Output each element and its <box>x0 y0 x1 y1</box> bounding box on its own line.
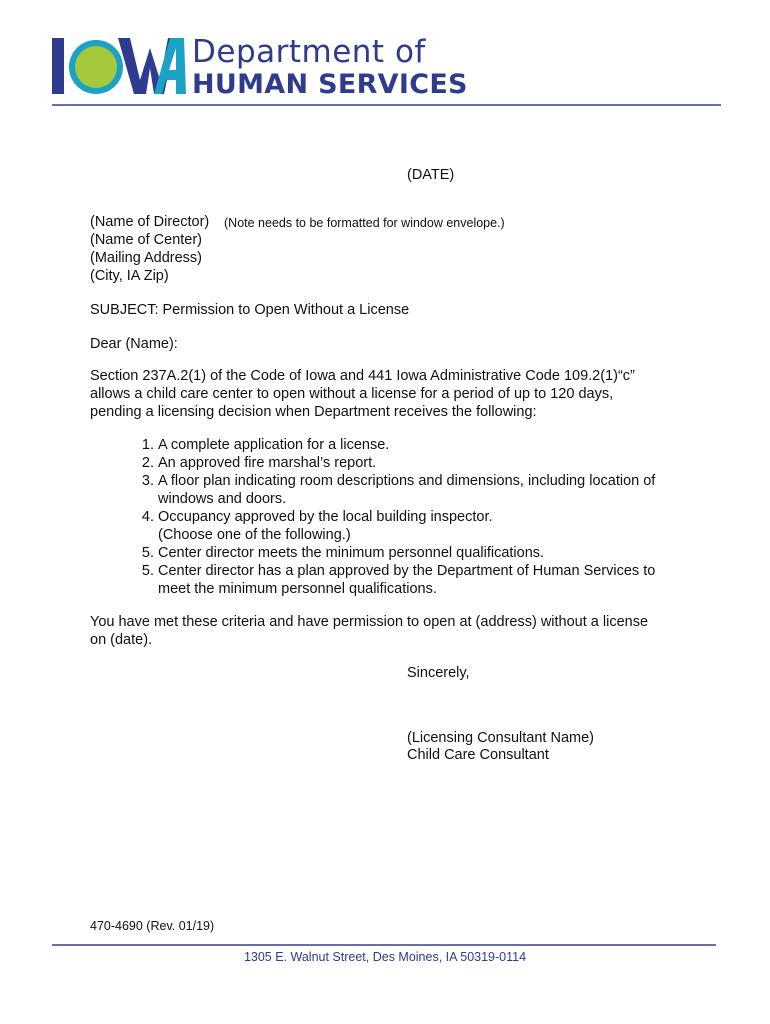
list-text: Center director has a plan approved by the Department of Human Services to <box>158 563 656 579</box>
list-number: 3. <box>141 473 154 489</box>
list-text: windows and doors. <box>158 491 287 507</box>
list-text: A complete application for a license. <box>158 437 390 453</box>
intro-line: allows a child care center to open without a license for a period of up to 120 days, <box>90 386 614 402</box>
signer-title: Child Care Consultant <box>407 747 549 763</box>
footer-address: 1305 E. Walnut Street, Des Moines, IA 50319-0114 <box>243 950 527 964</box>
subject-line: SUBJECT: Permission to Open Without a License <box>90 302 410 318</box>
iowa-logo <box>52 34 186 98</box>
list-text: Center director meets the minimum personnel qualifications. <box>158 545 545 561</box>
list-number: 5. <box>141 563 154 579</box>
department-name-line1: Department of <box>192 34 426 70</box>
department-name-line2: HUMAN SERVICES <box>192 69 468 100</box>
intro-line: Section 237A.2(1) of the Code of Iowa and 441 Iowa Administrative Code 109.2(1)“c” <box>90 368 635 384</box>
letter-date: (DATE) <box>407 167 455 183</box>
list-text: meet the minimum personnel qualifications. <box>158 581 437 597</box>
envelope-note: (Note needs to be formatted for window envelope.) <box>224 216 505 230</box>
director-name: (Name of Director) <box>90 214 210 230</box>
list-number: 1. <box>141 437 154 453</box>
center-name: (Name of Center) <box>90 232 203 248</box>
header-divider <box>52 104 721 106</box>
city-state-zip: (City, IA Zip) <box>90 268 169 284</box>
signer-name: (Licensing Consultant Name) <box>407 730 594 746</box>
list-text: Occupancy approved by the local building inspector. <box>158 509 493 525</box>
closing-line: You have met these criteria and have permission to open at (address) without a license <box>90 614 649 630</box>
list-text: A floor plan indicating room descriptions and dimensions, including location of <box>158 473 656 489</box>
intro-line: pending a licensing decision when Department receives the following: <box>90 404 537 420</box>
list-number: 5. <box>141 545 154 561</box>
mailing-address: (Mailing Address) <box>90 250 203 266</box>
sign-off: Sincerely, <box>407 665 470 681</box>
salutation: Dear (Name): <box>90 336 178 352</box>
list-number: 2. <box>141 455 154 471</box>
list-text: An approved fire marshal’s report. <box>158 455 377 471</box>
closing-line: on (date). <box>90 632 153 648</box>
list-number: 4. <box>141 509 154 525</box>
footer-divider <box>52 944 716 946</box>
form-number: 470-4690 (Rev. 01/19) <box>90 919 215 933</box>
list-text: (Choose one of the following.) <box>158 527 351 543</box>
